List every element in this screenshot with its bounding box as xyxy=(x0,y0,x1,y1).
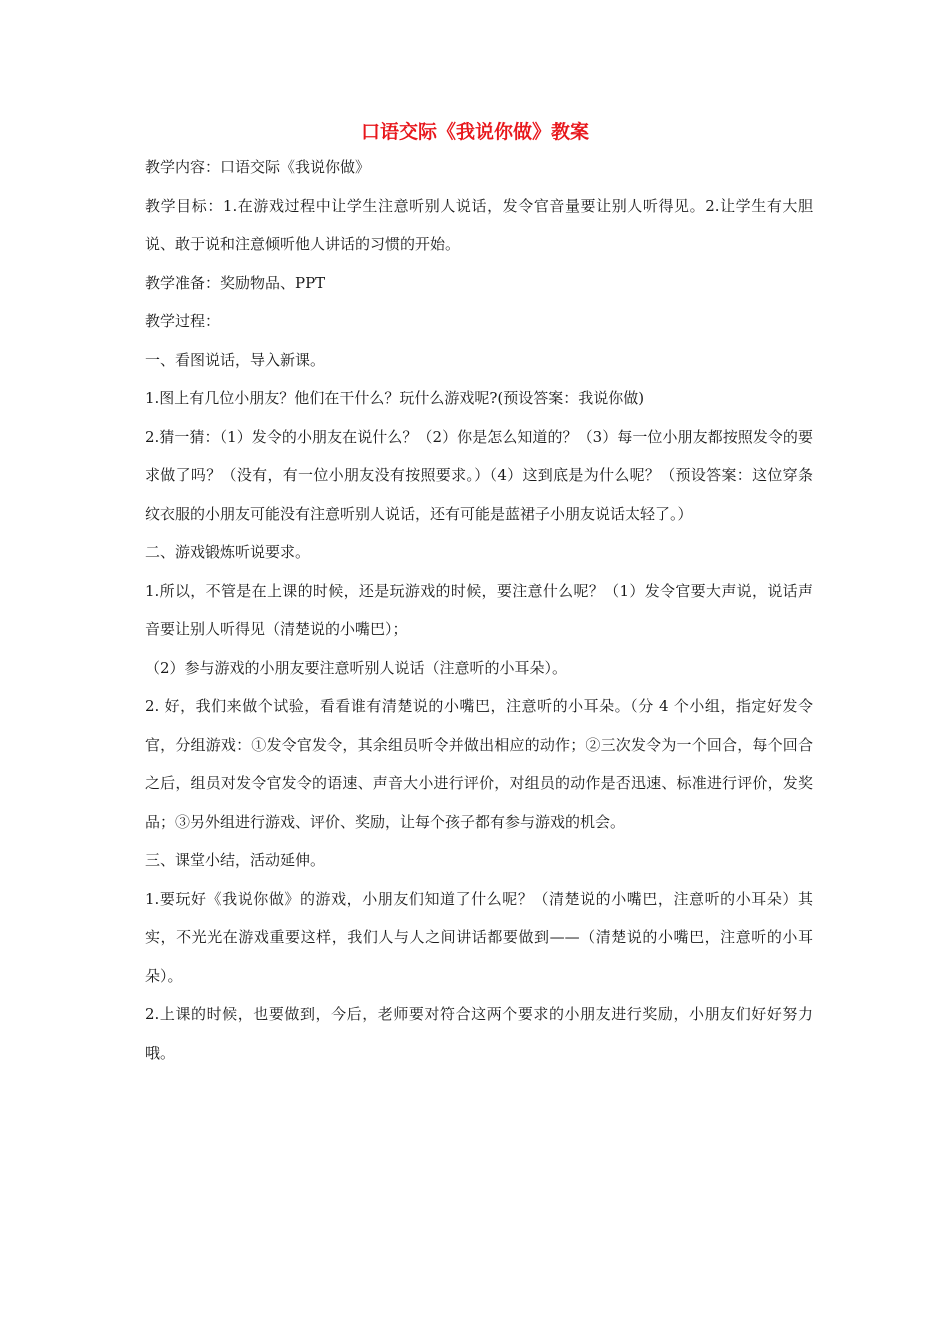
paragraph: 1.要玩好《我说你做》的游戏，小朋友们知道了什么呢？（清楚说的小嘴巴，注意听的小耳朵）其实，不光光在游戏重要这样，我们人与人之间讲话都要做到——（清楚说的小嘴巴，注意听的小耳朵）。 xyxy=(145,889,813,985)
paragraph: 1.所以，不管是在上课的时候，还是玩游戏的时候，要注意什么呢？（1）发令官要大声说，说话声音要让别人听得见（清楚说的小嘴巴）； xyxy=(145,581,813,638)
section-heading: 二、游戏锻炼听说要求。 xyxy=(145,543,311,561)
paragraph: 2.上课的时候，也要做到，今后，老师要对符合这两个要求的小朋友进行奖励，小朋友们好好努力哦。 xyxy=(145,1005,813,1062)
teaching-content-paragraph: 教学内容：口语交际《我说你做》 xyxy=(145,158,371,176)
document-title: 口语交际《我说你做》教案 xyxy=(360,121,589,143)
paragraph: 2. 好，我们来做个试验，看看谁有清楚说的小嘴巴，注意听的小耳朵。（分 4 个小组，指定好发令官，分组游戏：①发令官发令，其余组员听令并做出相应的动作；②三次发令为一个回合，每个回合之后，组员对发令官发令的语速、声音大小进行评价，对组员的动作是否迅速、标准进行评价，发奖品；③另外组进行游戏、评价、奖励，让每个孩子都有参与游戏的机会。 xyxy=(145,697,813,831)
teaching-goal-paragraph: 教学目标：1.在游戏过程中让学生注意听别人说话，发令官音量要让别人听得见。2.让学生有大胆说、敢于说和注意倾听他人讲话的习惯的开始。 xyxy=(145,196,813,253)
section-heading: 一、看图说话，导入新课。 xyxy=(145,350,326,369)
paragraph: 1.图上有几位小朋友？他们在干什么？玩什么游戏呢?(预设答案：我说你做) xyxy=(145,389,645,407)
teaching-preparation-paragraph: 教学准备：奖励物品、PPT xyxy=(145,273,326,292)
section-heading: 三、课堂小结，活动延伸。 xyxy=(145,851,326,869)
document-body xyxy=(145,148,813,1072)
teaching-process-heading: 教学过程： xyxy=(145,312,221,330)
paragraph: （2）参与游戏的小朋友要注意听别人说话（注意听的小耳朵）。 xyxy=(145,658,568,677)
paragraph: 2.猜一猜：（1）发令的小朋友在说什么？（2）你是怎么知道的？（3）每一位小朋友都按照发令的要求做了吗？（没有，有一位小朋友没有按照要求。）（4）这到底是为什么呢？（预设答案：这位穿条纹衣服的小朋友可能没有注意听别人说话，还有可能是蓝裙子小朋友说话太轻了。） xyxy=(145,427,813,523)
